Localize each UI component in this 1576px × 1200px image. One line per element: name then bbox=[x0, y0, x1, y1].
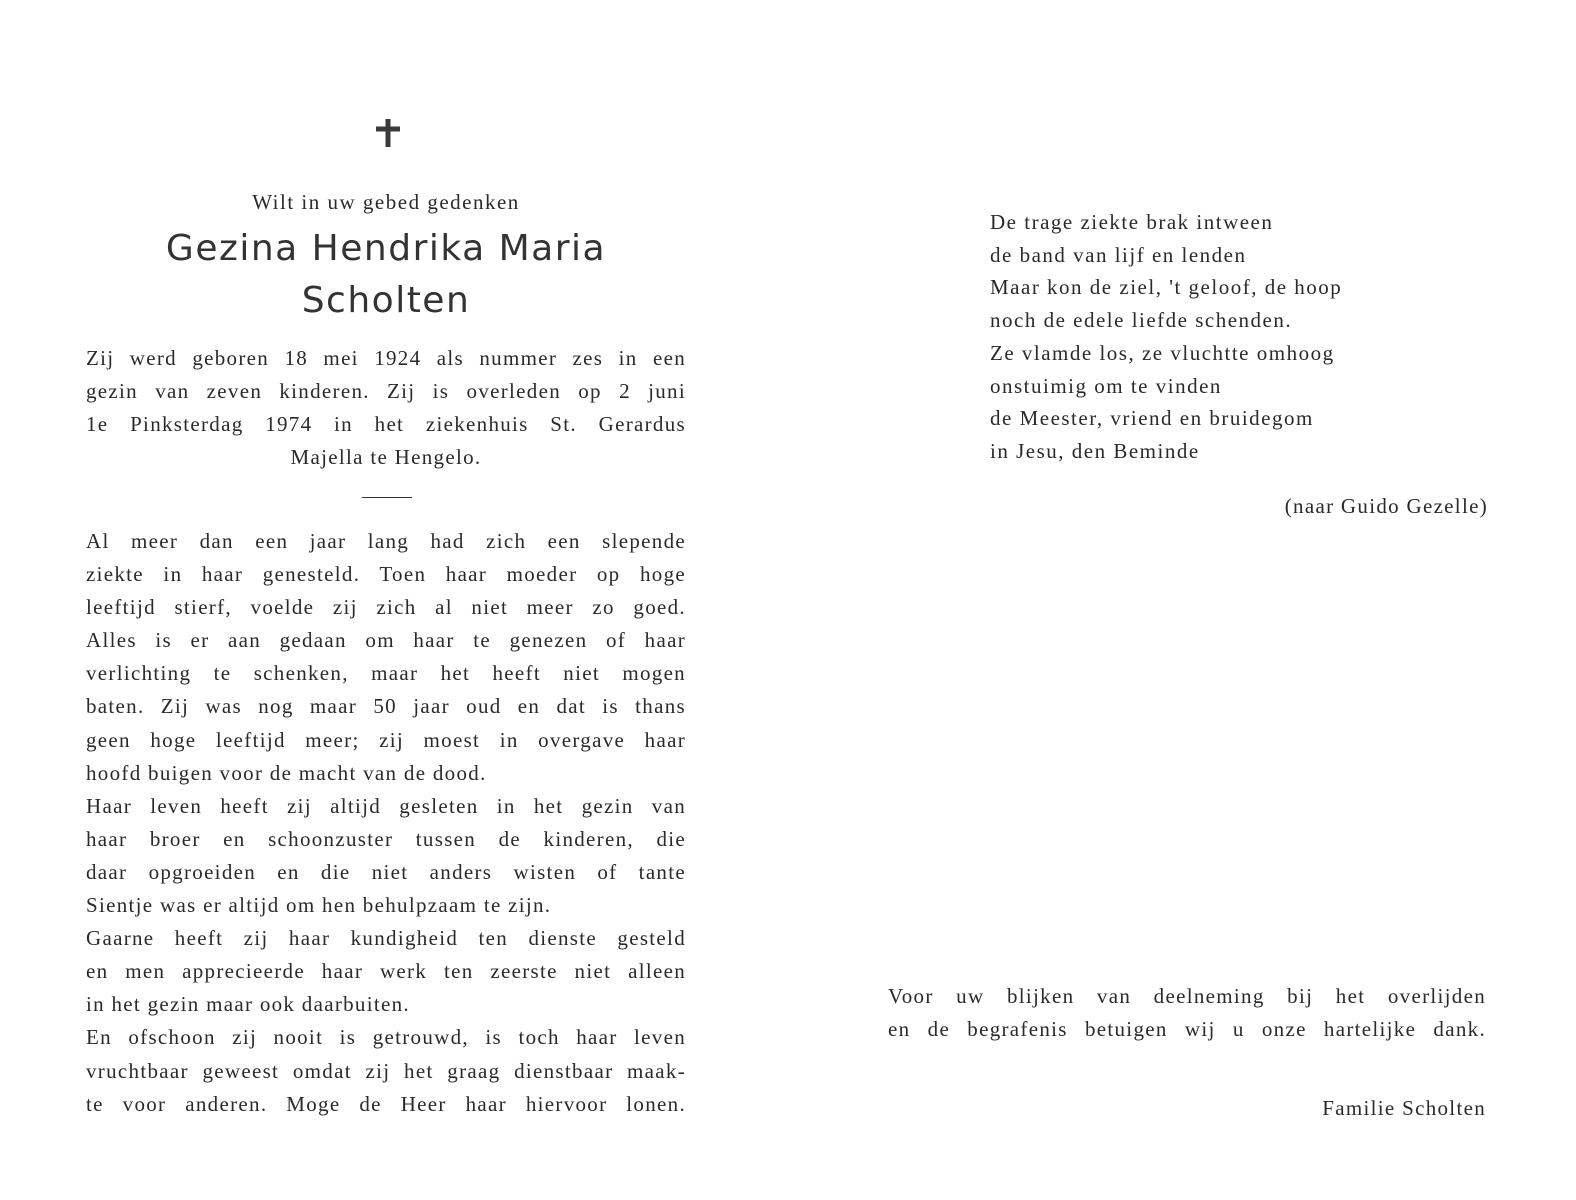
paragraph-line: daar opgroeiden en die niet anders wisten of tante bbox=[86, 859, 686, 884]
family-signature: Familie Scholten bbox=[1322, 1096, 1486, 1120]
poem-line: noch de edele liefde schenden. bbox=[990, 308, 1293, 333]
paragraph-line: leeftijd stierf, voelde zij zich al niet meer zo goed. bbox=[86, 595, 686, 620]
paragraph-line: Zij werd geboren 18 mei 1924 als nummer zes in een bbox=[86, 346, 686, 370]
latin-cross-icon bbox=[373, 118, 403, 148]
paragraph-line: en men apprecieerde haar werk ten zeerste niet alleen bbox=[86, 959, 686, 984]
paragraph-line: 1e Pinksterdag 1974 in het ziekenhuis St. Gerardus bbox=[86, 412, 686, 436]
biography-paragraph bbox=[86, 525, 686, 1121]
paragraph-line: Voor uw blijken van deelneming bij het overlijden bbox=[888, 984, 1486, 1008]
birth-death-paragraph bbox=[86, 342, 686, 474]
paragraph-line: Majella te Hengelo. bbox=[290, 445, 482, 469]
poem-attribution: (naar Guido Gezelle) bbox=[1284, 494, 1488, 518]
thanks-paragraph bbox=[888, 980, 1486, 1046]
paragraph-line: te voor anderen. Moge de Heer haar hiervoor lonen. bbox=[86, 1091, 686, 1116]
paragraph-line: Sientje was er altijd om hen behulpzaam te zijn. bbox=[86, 893, 552, 918]
paragraph-line: verlichting te schenken, maar het heeft niet mogen bbox=[86, 661, 686, 686]
paragraph-line: vruchtbaar geweest omdat zij het graag dienstbaar maak- bbox=[86, 1058, 686, 1083]
paragraph-line: Gaarne heeft zij haar kundigheid ten dienste gesteld bbox=[86, 926, 686, 951]
paragraph-line: Haar leven heeft zij altijd gesleten in het gezin van bbox=[86, 793, 686, 818]
poem-line: De trage ziekte brak intween bbox=[990, 210, 1274, 234]
poem-line: Maar kon de ziel, 't geloof, de hoop bbox=[990, 275, 1343, 300]
deceased-name-last: Scholten bbox=[301, 280, 471, 321]
poem-block bbox=[990, 206, 1490, 468]
paragraph-line: en de begrafenis betuigen wij u onze hartelijke dank. bbox=[888, 1017, 1486, 1041]
paragraph-line: En ofschoon zij nooit is getrouwd, is toch haar leven bbox=[86, 1025, 686, 1050]
poem-line: de band van lijf en lenden bbox=[990, 242, 1247, 267]
poem-line: de Meester, vriend en bruidegom bbox=[990, 406, 1314, 431]
invocation-text: Wilt in uw gebed gedenken bbox=[252, 190, 520, 214]
paragraph-line: hoofd buigen voor de macht van de dood. bbox=[86, 760, 487, 785]
paragraph-line: in het gezin maar ook daarbuiten. bbox=[86, 992, 410, 1017]
poem-line: in Jesu, den Beminde bbox=[990, 438, 1200, 463]
paragraph-line: Alles is er aan gedaan om haar te genezen of haar bbox=[86, 628, 686, 653]
paragraph-line: haar broer en schoonzuster tussen de kinderen, die bbox=[86, 826, 686, 851]
poem-line: Ze vlamde los, ze vluchtte omhoog bbox=[990, 340, 1335, 365]
paragraph-line: baten. Zij was nog maar 50 jaar oud en dat is thans bbox=[86, 694, 686, 719]
section-divider bbox=[362, 497, 412, 498]
poem-line: onstuimig om te vinden bbox=[990, 373, 1222, 398]
paragraph-line: geen hoge leeftijd meer; zij moest in overgave haar bbox=[86, 727, 686, 752]
paragraph-line: ziekte in haar genesteld. Toen haar moeder op hoge bbox=[86, 562, 686, 587]
paragraph-line: Al meer dan een jaar lang had zich een slepende bbox=[86, 529, 686, 553]
deceased-name-first: Gezina Hendrika Maria bbox=[165, 228, 607, 269]
paragraph-line: gezin van zeven kinderen. Zij is overleden op 2 juni bbox=[86, 379, 686, 403]
